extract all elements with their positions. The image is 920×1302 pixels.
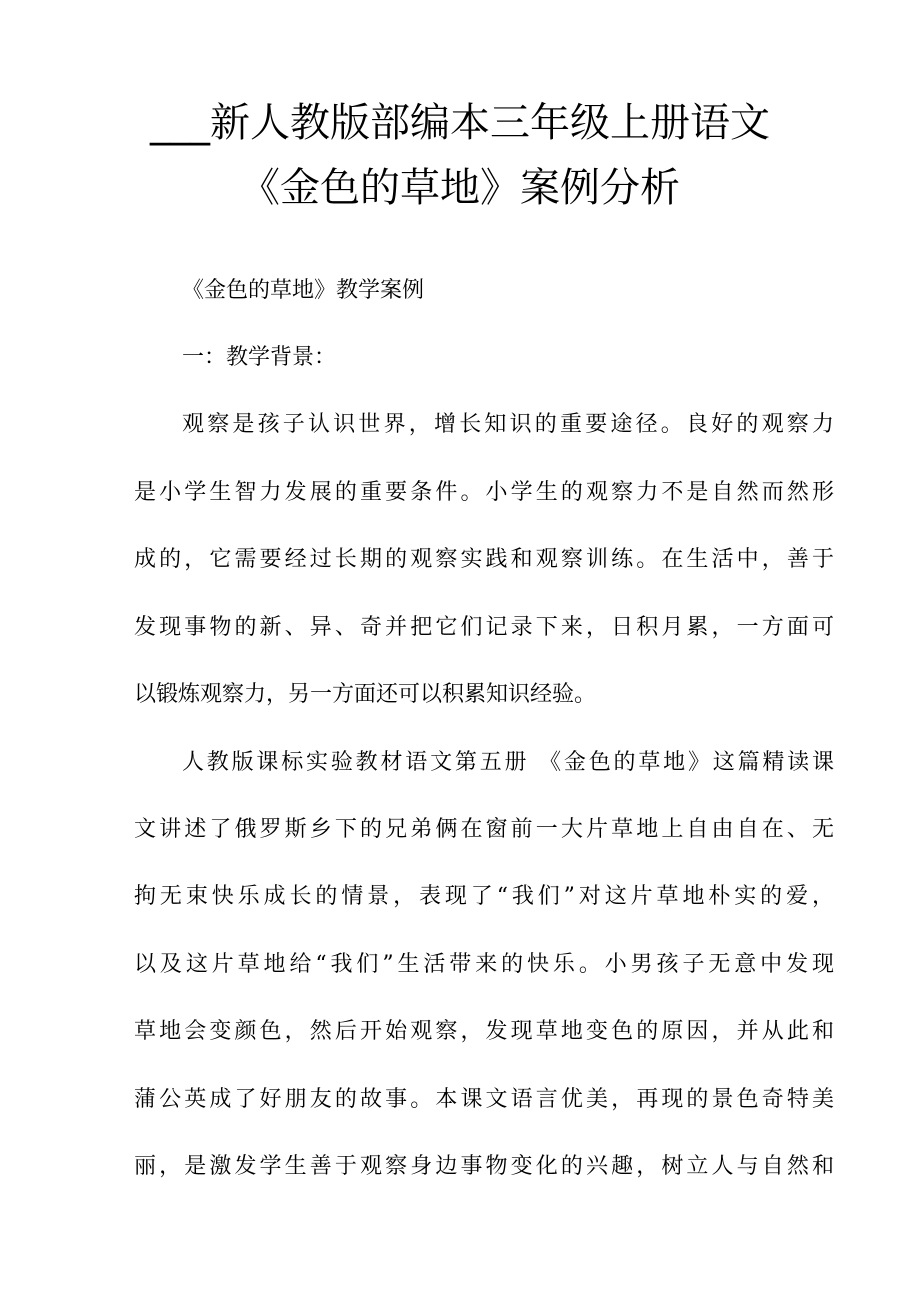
paragraph-1-line-5: 以锻炼观察力，另一方面还可以积累知识经验。 — [134, 682, 597, 707]
paragraph-2-line-4: 以及这片草地给“我们”生活带来的快乐。小男孩子无意中发现 — [134, 952, 834, 977]
paragraph-1-line-2: 是小学生智力发展的重要条件。小学生的观察力不是自然而然形 — [134, 480, 834, 505]
section-title-background: 一：教学背景： — [182, 345, 337, 370]
paragraph-2-line-7: 丽，是激发学生善于观察身边事物变化的兴趣，树立人与自然和 — [134, 1154, 834, 1179]
document-title-line-1: ___新人教版部编本三年级上册语文 — [150, 100, 770, 146]
paragraph-1-line-3: 成的，它需要经过长期的观察实践和观察训练。在生活中，善于 — [134, 547, 834, 572]
paragraph-2-line-2: 文讲述了俄罗斯乡下的兄弟俩在窗前一大片草地上自由自在、无 — [134, 817, 834, 842]
paragraph-1-line-1: 观察是孩子认识世界，增长知识的重要途径。良好的观察力 — [182, 412, 834, 437]
paragraph-2-line-5: 草地会变颜色，然后开始观察，发现草地变色的原因，并从此和 — [134, 1019, 834, 1044]
paragraph-1-line-4: 发现事物的新、异、奇并把它们记录下来，日积月累，一方面可 — [134, 615, 834, 640]
paragraph-2-line-3: 拘无束快乐成长的情景，表现了“我们”对这片草地朴实的爱， — [134, 884, 834, 909]
paragraph-2-line-6: 蒲公英成了好朋友的故事。本课文语言优美，再现的景色奇特美 — [134, 1087, 834, 1112]
paragraph-2-line-1: 人教版课标实验教材语文第五册 《金色的草地》这篇精读课 — [182, 750, 834, 775]
document-title-line-2: 《金色的草地》案例分析 — [240, 165, 680, 211]
section-heading: 《金色的草地》教学案例 — [182, 278, 425, 303]
